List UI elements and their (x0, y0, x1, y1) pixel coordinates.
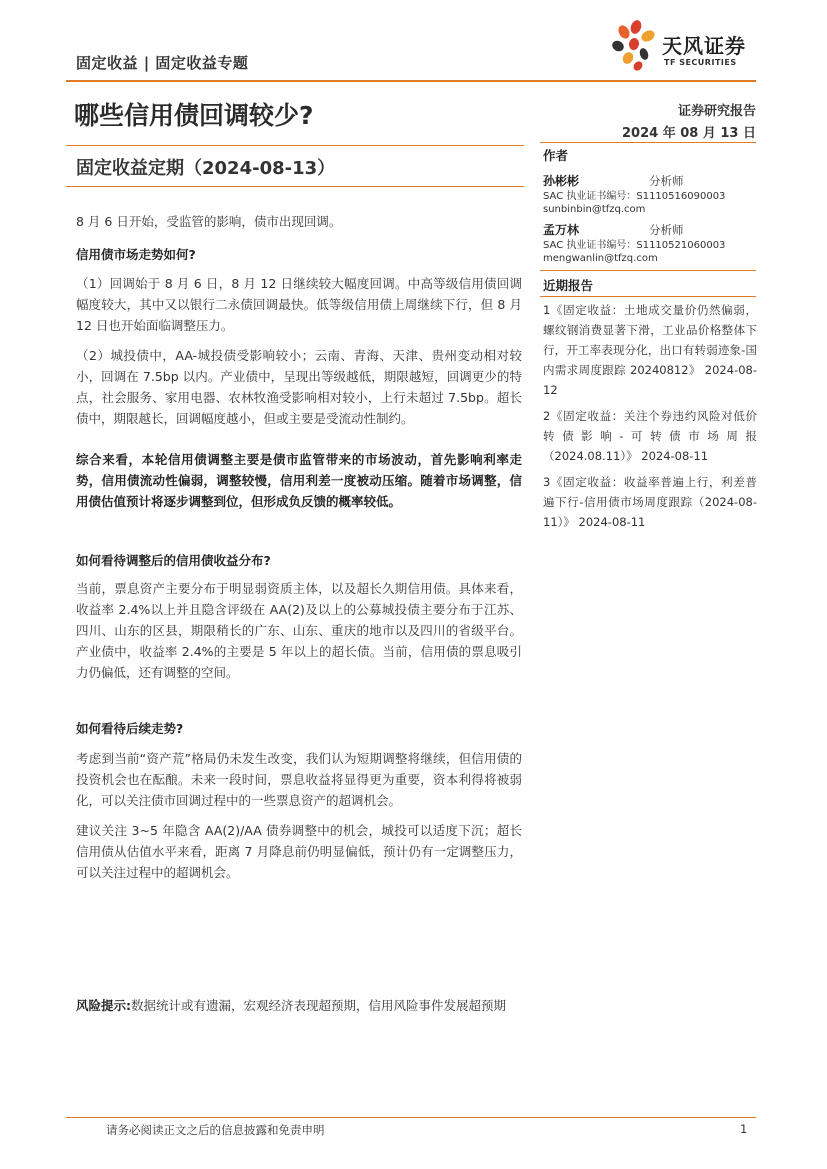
report-date: 2024 年 08 月 13 日 (622, 126, 756, 141)
author-2 (543, 221, 757, 265)
footer-disclaimer: 请务必阅读正文之后的信息披露和免责申明 (106, 1123, 325, 1137)
heading-outlook: 如何看待后续走势? (76, 721, 184, 736)
report-subtitle: 固定收益定期（2024-08-13） (76, 158, 336, 179)
summary-paragraph: 综合来看，本轮信用债调整主要是债市监管带来的市场波动，首先影响利率走势，信用债流动性偏弱，调整较慢，信用利差一度被动压缩。随着市场调整，信用债估值预计将逐步调整到位，但形成负反馈的概率较低。 (76, 452, 522, 509)
company-logo (606, 18, 766, 74)
paragraph-1 (76, 273, 522, 336)
recent-report-2[interactable]: 2《固定收益：关注个券违约风险对低价转债影响-可转债市场周报（2024.08.11）》 2024-08-11 (543, 409, 757, 463)
paragraph-4 (76, 748, 522, 811)
logo-english-name: TF SECURITIES (664, 58, 737, 67)
paragraph-5-text: 建议关注 3~5 年隐含 AA(2)/AA 债券调整中的机会，城投可以适度下沉；超长信用债从估值水平来看，距离 7 月降息前仍明显偏低，预计仍有一定调整压力，可以关注过程中的超调机会。 (76, 823, 522, 880)
page-number: 1 (740, 1122, 748, 1136)
author-2-email[interactable]: mengwanlin@tfzq.com (543, 252, 658, 264)
heading-credit-trend: 信用债市场走势如何? (76, 247, 196, 262)
risk-note (76, 995, 522, 1016)
intro-paragraph (76, 211, 522, 232)
paragraph-1-text: （1）回调始于 8 月 6 日，8 月 12 日继续较大幅度回调。中高等级信用债回调幅度较大，其中又以银行二永债回调最快。低等级信用债上周继续下行，但 8 月 12 日也开始面临调整压力。 (76, 276, 522, 333)
page-title: 哪些信用债回调较少? (74, 101, 314, 130)
paragraph-5 (76, 820, 522, 883)
recent-reports-heading: 近期报告 (543, 278, 594, 293)
author-1-name: 孙彬彬 (543, 174, 580, 188)
authors-section (543, 146, 757, 265)
paragraph-3 (76, 578, 522, 683)
risk-text: 数据统计或有遗漏，宏观经济表现超预期，信用风险事件发展超预期 (131, 998, 507, 1013)
paragraph-3-text: 当前，票息资产主要分布于明显弱资质主体，以及超长久期信用债。具体来看，收益率 2.4%以上并且隐含评级在 AA(2)及以上的公募城投债主要分布于江苏、四川、山东的区县，期限稍长的广东、山东、重庆的地市以及四川的省级平台。产业债中，收益率 2.4%的主要是 5 年以上的超长债。当前，信用债的票息吸引力仍偏低，还有调整的空间。 (76, 581, 522, 680)
author-1-role: 分析师 (649, 174, 684, 188)
authors-heading: 作者 (543, 148, 569, 163)
paragraph-2-text: （2）城投债中，AA-城投债受影响较小；云南、青海、天津、贵州变动相对较小，回调在 7.5bp 以内。产业债中，呈现出等级越低，期限越短，回调更少的特点，社会服务、家用电器、农林牧渔受影响相对较小，上行未超过 7.5bp。超长债中，期限越长，回调幅度越小，但或主要是受流动性制约。 (76, 348, 522, 426)
title-divider (66, 145, 524, 146)
subtitle-divider (66, 186, 524, 187)
paragraph-4-text: 考虑到当前“资产荒”格局仍未发生改变，我们认为短期调整将继续，但信用债的投资机会也在酝酿。未来一段时间，票息收益将显得更为重要，资本利得将被弱化，可以关注债市回调过程中的一些票息资产的超调机会。 (76, 751, 522, 808)
sidebar-divider-recent (540, 296, 756, 297)
author-1 (543, 172, 757, 216)
author-1-email[interactable]: sunbinbin@tfzq.com (543, 203, 646, 215)
footer-divider (66, 1117, 756, 1118)
author-2-role: 分析师 (649, 223, 684, 237)
header-divider (66, 80, 756, 82)
recent-report-1[interactable]: 1《固定收益：土地成交量价仍然偏弱，螺纹钢消费显著下滑，工业品价格整体下行，开工率表现分化，出口有转弱迹象-国内需求周度跟踪 20240812》 2024-08-12 (543, 303, 757, 397)
author-2-name: 孟万林 (543, 223, 580, 237)
paragraph-2 (76, 345, 522, 429)
heading-yield-distribution: 如何看待调整后的信用债收益分布? (76, 553, 271, 568)
logo-chinese-name: 天风证券 (662, 34, 746, 58)
author-2-sac: SAC 执业证书编号：S1110521060003 (543, 240, 726, 251)
logo-mark-icon (606, 18, 662, 74)
author-1-sac: SAC 执业证书编号：S1110516090003 (543, 191, 726, 202)
report-type: 证券研究报告 (677, 104, 756, 119)
risk-label: 风险提示: (76, 998, 131, 1013)
recent-report-3[interactable]: 3《固定收益：收益率普遍上行，利差普遍下行-信用债市场周度跟踪（2024-08-11）》 2024-08-11 (543, 475, 757, 529)
sidebar-divider-mid (540, 270, 756, 271)
sidebar-divider-top (540, 142, 756, 143)
intro-text: 8 月 6 日开始，受监管的影响，债市出现回调。 (76, 214, 342, 229)
report-series: 固定收益 | 固定收益专题 (76, 54, 249, 72)
